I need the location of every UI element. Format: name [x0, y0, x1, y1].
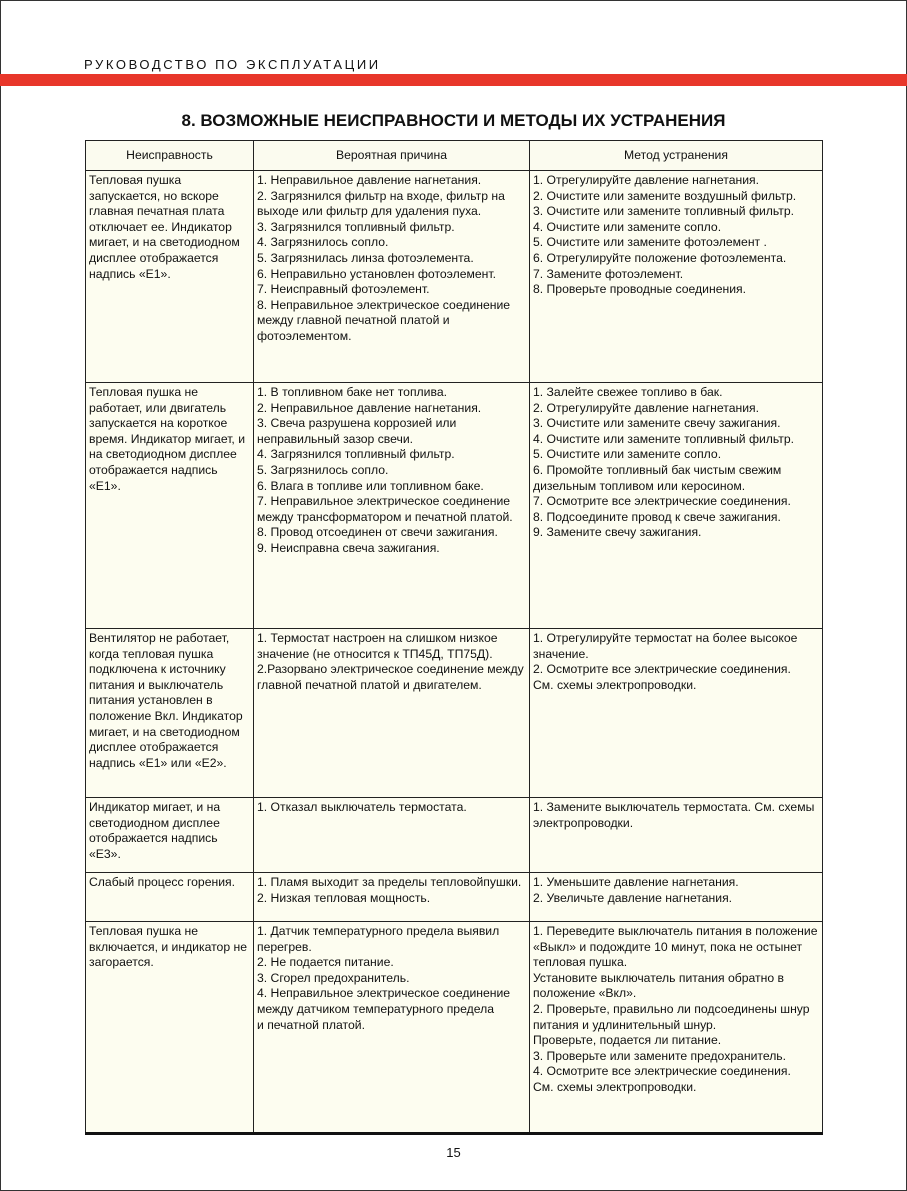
list-item: 4. Очистите или замените сопло.: [533, 219, 722, 234]
list-item: 3. Очистите или замените свечу зажигания.: [533, 416, 781, 431]
list-item: 4. Загрязнился топливный фильтр.: [257, 447, 455, 462]
list-item: 6. Неправильно установлен фотоэлемент.: [257, 266, 497, 281]
column-header-fault: Неисправность: [86, 141, 254, 171]
fault-cell: Тепловая пушка запускается, но вскоре главная печатная плата отключает ее. Индикатор мигает, и на светодиодном дисплее отображается надпись «Е1».: [86, 171, 254, 383]
list-item: 7. Неисправный фотоэлемент.: [257, 282, 430, 297]
list-item: 2. Не подается питание.: [257, 955, 394, 970]
list-item: 6. Влага в топливе или топливном баке.: [257, 478, 484, 493]
remedy-cell: [530, 873, 823, 922]
column-header-cause: Вероятная причина: [254, 141, 530, 171]
list-item: 6. Отрегулируйте положение фотоэлемента.: [533, 250, 787, 265]
section-title: 8. ВОЗМОЖНЫЕ НЕИСПРАВНОСТИ И МЕТОДЫ ИХ УСТРАНЕНИЯ: [181, 111, 726, 130]
cause-cell: [254, 171, 530, 383]
table-row: [86, 629, 823, 798]
cause-cell: [254, 922, 530, 1134]
list-item: 5. Очистите или замените сопло.: [533, 447, 722, 462]
list-item: 4. Осмотрите все электрические соединения.: [533, 1064, 791, 1079]
list-item: 6. Промойте топливный бак чистым свежим дизельным топливом или керосином.: [533, 462, 782, 493]
list-item: 2. Очистите или замените воздушный фильтр.: [533, 188, 797, 203]
list-item: 1. В топливном баке нет топлива.: [257, 385, 447, 399]
remedy-cell: [530, 383, 823, 629]
list-item: Установите выключатель питания обратно в положение «Вкл».: [533, 970, 785, 1001]
list-item: 4. Очистите или замените топливный фильтр.: [533, 431, 795, 446]
list-item: 2.Разорвано электрическое соединение между главной печатной платой и двигателем.: [257, 662, 524, 692]
list-item: 3. Загрязнился топливный фильтр.: [257, 219, 455, 234]
list-item: 5. Загрязнилась линза фотоэлемента.: [257, 250, 474, 265]
list-item: 3. Свеча разрушена коррозией или неправильный зазор свечи.: [257, 416, 457, 446]
list-item: 2. Загрязнился фильтр на входе, фильтр на выходе или фильтр для удаления пуха.: [257, 188, 505, 219]
list-item: 4. Неправильное электрическое соединение между датчиком температурного предела: [257, 986, 511, 1016]
list-item: 1. Отрегулируйте термостат на более высокое значение.: [533, 631, 798, 661]
list-item: 1. Замените выключатель термостата. См. схемы электропроводки.: [533, 800, 815, 830]
list-item: 8. Неправильное электрическое соединение между главной печатной платой и фотоэлементом.: [257, 297, 511, 343]
list-item: 7. Замените фотоэлемент.: [533, 266, 684, 281]
cause-cell: [254, 629, 530, 798]
list-item: 2. Осмотрите все электрические соединения.: [533, 662, 791, 677]
list-item: 7. Неправильное электрическое соединение между трансформатором и печатной платой.: [257, 494, 513, 524]
list-item: 7. Осмотрите все электрические соединения.: [533, 494, 791, 509]
fault-cell: Тепловая пушка не включается, и индикатор не загорается.: [86, 922, 254, 1134]
table-header-row: [86, 141, 823, 171]
list-item: 5. Загрязнилось сопло.: [257, 462, 389, 477]
list-item: 8. Подсоедините провод к свече зажигания.: [533, 509, 781, 524]
remedy-cell: [530, 922, 823, 1134]
list-item: 2. Неправильное давление нагнетания.: [257, 400, 482, 415]
page-number: 15: [446, 1145, 461, 1160]
list-item: 1. Датчик температурного предела выявил перегрев.: [257, 924, 500, 954]
cause-cell: [254, 798, 530, 873]
table-row: [86, 873, 823, 922]
list-item: Проверьте, подается ли питание.: [533, 1033, 722, 1048]
table-row: [86, 922, 823, 1134]
list-item: 5. Очистите или замените фотоэлемент .: [533, 235, 767, 250]
remedy-cell: [530, 629, 823, 798]
troubleshooting-table: [85, 140, 823, 1135]
fault-cell: Тепловая пушка не работает, или двигатель запускается на короткое время. Индикатор мигает, и на светодиодном дисплее отображается надпись «Е1».: [86, 383, 254, 629]
list-item: 3. Очистите или замените топливный фильтр.: [533, 204, 795, 219]
list-item: 1. Переведите выключатель питания в положение «Выкл» и подождите 10 минут, пока не остынет тепловая пушка.: [533, 924, 818, 970]
list-item: 1. Отрегулируйте давление нагнетания.: [533, 173, 759, 187]
list-item: 1. Пламя выходит за пределы тепловойпушки.: [257, 875, 522, 889]
table-row: [86, 171, 823, 383]
list-item: 8. Проверьте проводные соединения.: [533, 282, 747, 297]
list-item: 1. Залейте свежее топливо в бак.: [533, 385, 723, 399]
list-item: 3. Сгорел предохранитель.: [257, 970, 410, 985]
list-item: 8. Провод отсоединен от свечи зажигания.: [257, 525, 498, 540]
list-item: 9. Неисправна свеча зажигания.: [257, 540, 440, 555]
list-item: 2. Низкая тепловая мощность.: [257, 890, 431, 905]
list-item: 4. Загрязнилось сопло.: [257, 235, 389, 250]
list-item: и печатной платой.: [257, 1017, 365, 1032]
column-header-remedy: Метод устранения: [530, 141, 823, 171]
table-row: [86, 798, 823, 873]
header-accent-band: [0, 74, 907, 86]
list-item: 1. Отказал выключатель термостата.: [257, 800, 467, 814]
cause-cell: [254, 383, 530, 629]
list-item: 3. Проверьте или замените предохранитель.: [533, 1048, 787, 1063]
list-item: 1. Уменьшите давление нагнетания.: [533, 875, 739, 889]
remedy-cell: [530, 798, 823, 873]
fault-cell: Вентилятор не работает, когда тепловая пушка подключена к источнику питания и выключатель питания установлен в положение Вкл. Индикатор мигает, и на светодиодном дисплее отображается надпись «Е1» или «Е2».: [86, 629, 254, 798]
list-item: 1. Термостат настроен на слишком низкое значение (не относится к ТП45Д, ТП75Д).: [257, 631, 498, 661]
cause-cell: [254, 873, 530, 922]
running-header: РУКОВОДСТВО ПО ЭКСПЛУАТАЦИИ: [84, 57, 381, 72]
fault-cell: Индикатор мигает, и на светодиодном дисплее отображается надпись «Е3».: [86, 798, 254, 873]
list-item: 2. Отрегулируйте давление нагнетания.: [533, 400, 759, 415]
list-item: См. схемы электропроводки.: [533, 677, 697, 692]
list-item: См. схемы электропроводки.: [533, 1079, 697, 1094]
table-row: [86, 383, 823, 629]
list-item: 2. Проверьте, правильно ли подсоединены шнур питания и удлинительный шнур.: [533, 1001, 810, 1032]
list-item: 9. Замените свечу зажигания.: [533, 525, 702, 540]
remedy-cell: [530, 171, 823, 383]
list-item: 1. Неправильное давление нагнетания.: [257, 173, 482, 187]
list-item: 2. Увеличьте давление нагнетания.: [533, 890, 733, 905]
fault-cell: Слабый процесс горения.: [86, 873, 254, 922]
